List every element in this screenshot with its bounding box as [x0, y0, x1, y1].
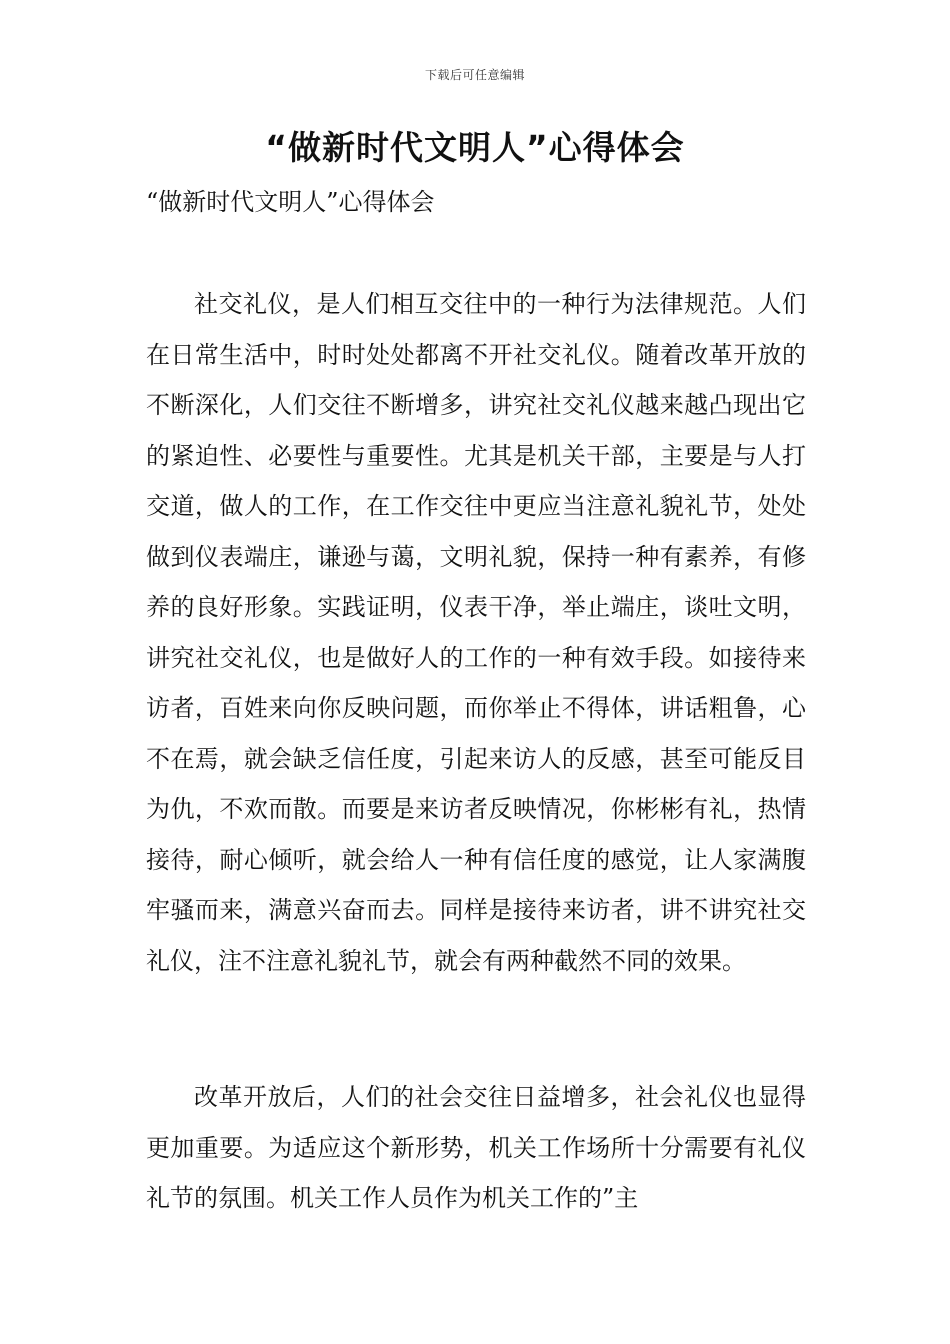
- body-paragraph-2: 改革开放后，人们的社会交往日益增多，社会礼仪也显得更加重要。为适应这个新形势，机关工作场所十分需要有礼仪礼节的氛围。机关工作人员作为机关工作的”主: [146, 1083, 806, 1212]
- header-note: 下载后可任意编辑: [424, 68, 525, 82]
- document-subtitle: “做新时代文明人”心得体会: [146, 188, 435, 216]
- body-paragraph-1: 社交礼仪，是人们相互交往中的一种行为法律规范。人们在日常生活中，时时处处都离不开社交礼仪。随着改革开放的不断深化，人们交往不断增多，讲究社交礼仪越来越凸现出它的紧迫性、必要性与重要性。尤其是机关干部，主要是与人打交道，做人的工作，在工作交往中更应当注意礼貌礼节，处处做到仪表端庄，谦逊与蔼，文明礼貌，保持一种有素养，有修养的良好形象。实践证明，仪表干净，举止端庄，谈吐文明，讲究社交礼仪，也是做好人的工作的一种有效手段。如接待来访者，百姓来向你反映问题，而你举止不得体，讲话粗鲁，心不在焉，就会缺乏信任度，引起来访人的反感，甚至可能反目为仇，不欢而散。而要是来访者反映情况，你彬彬有礼，热情接待，耐心倾听，就会给人一种有信任度的感觉，让人家满腹牢骚而来，满意兴奋而去。同样是接待来访者，讲不讲究社交礼仪，注不注意礼貌礼节，就会有两种截然不同的效果。: [146, 290, 806, 975]
- document-title: “做新时代文明人”心得体会: [265, 128, 685, 167]
